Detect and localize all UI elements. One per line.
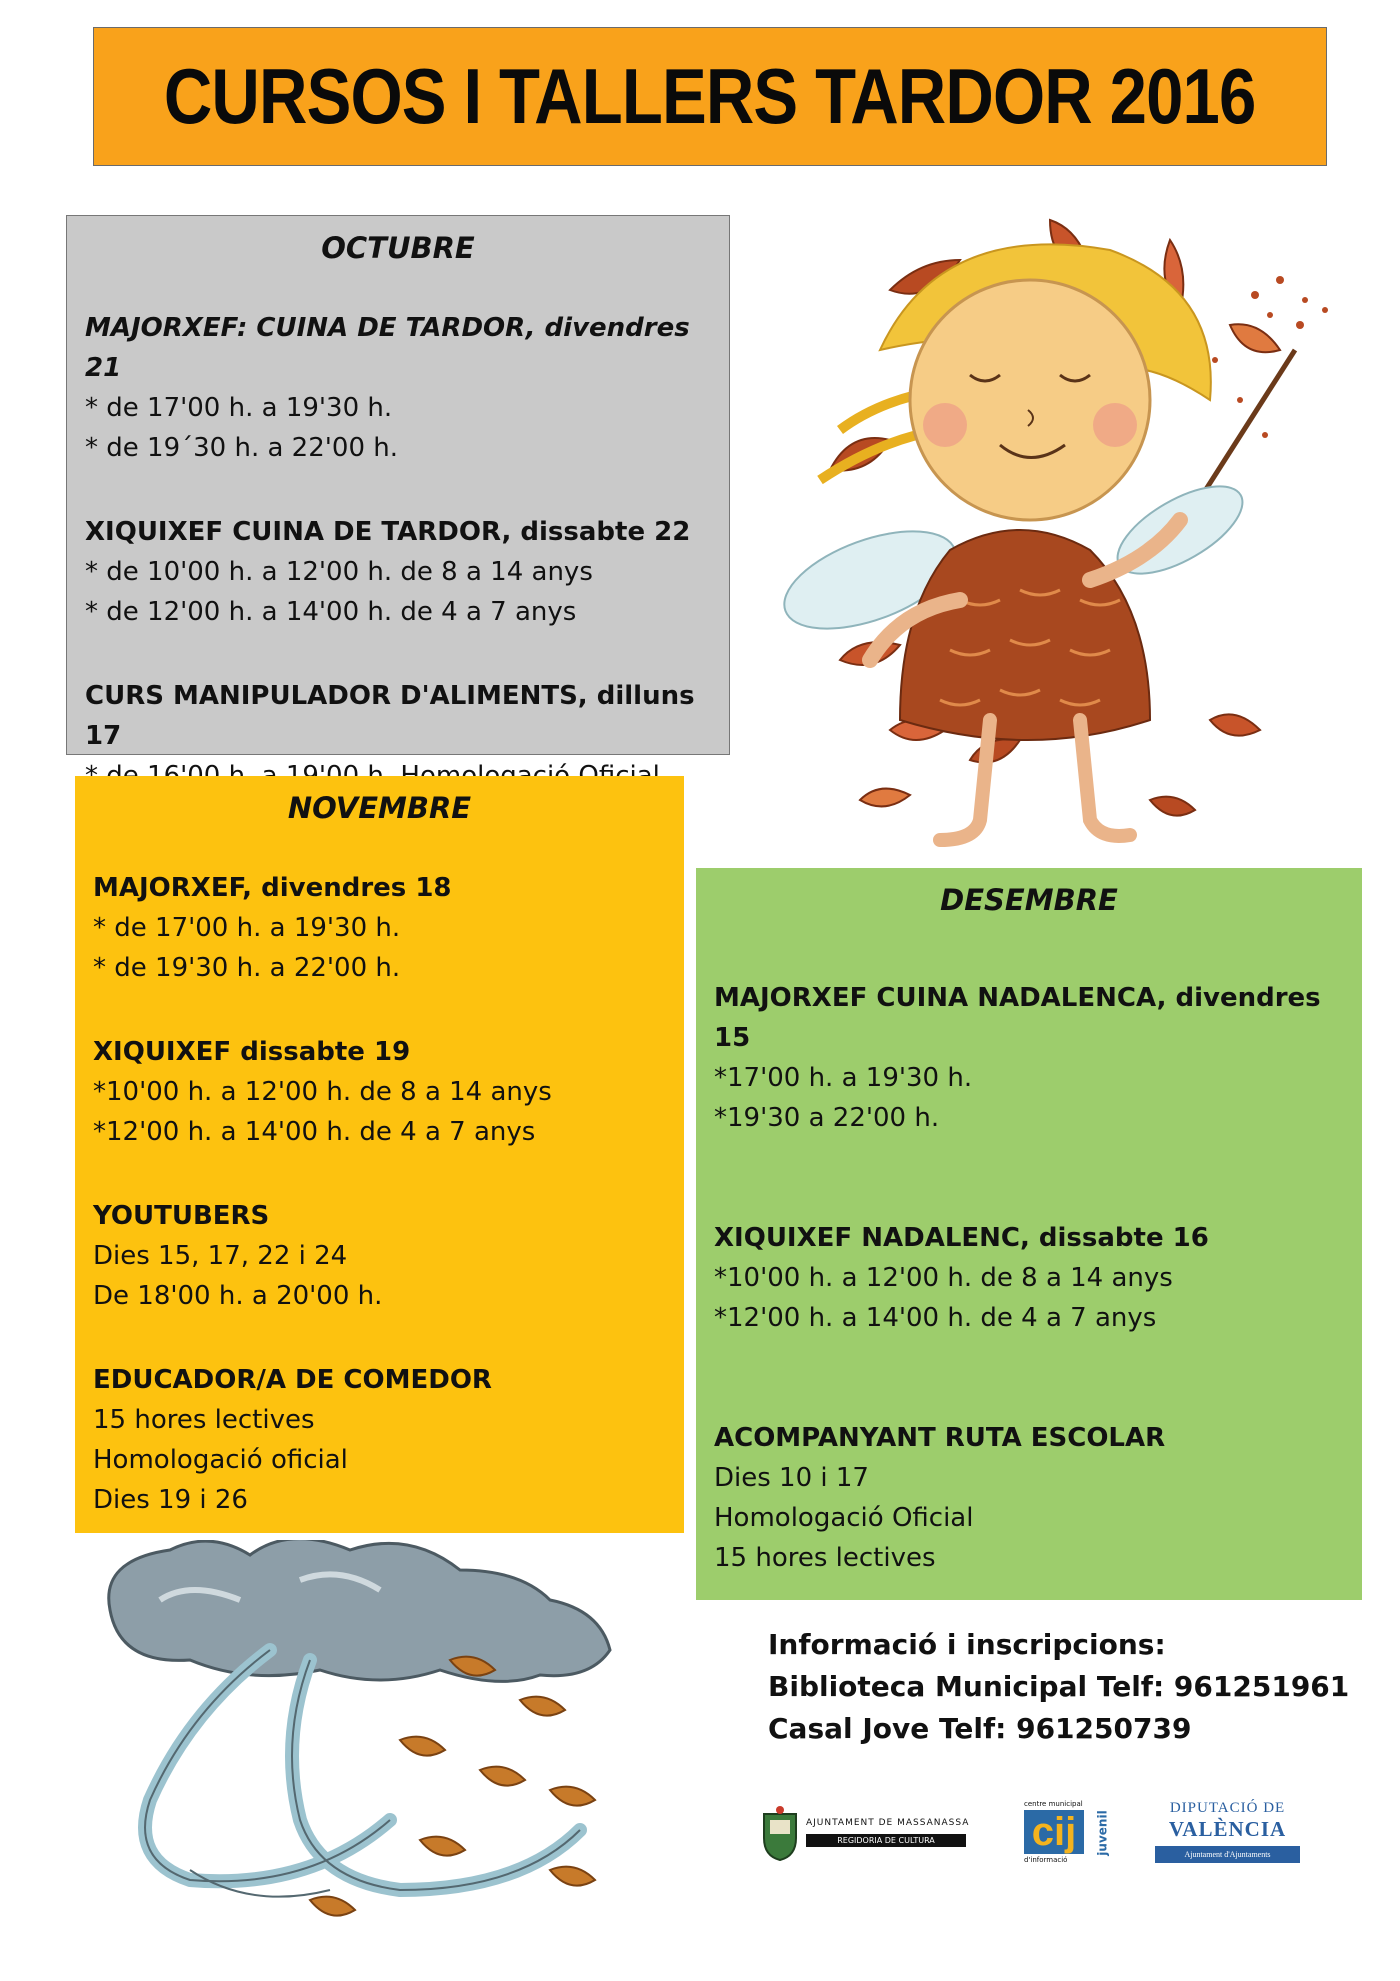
course-line: *12'00 h. a 14'00 h. de 4 a 7 anys bbox=[714, 1303, 1157, 1333]
course-name: MAJORXEF, divendres 18 bbox=[93, 873, 452, 903]
contact-info bbox=[768, 1624, 1368, 1750]
page-title: CURSOS I TALLERS TARDOR 2016 bbox=[164, 52, 1256, 140]
diputacio-line2: VALÈNCIA bbox=[1168, 1817, 1287, 1841]
course-item bbox=[93, 1032, 666, 1152]
course-item bbox=[93, 868, 666, 988]
course-item bbox=[85, 512, 711, 632]
course-line: * de 10'00 h. a 12'00 h. de 8 a 14 anys bbox=[85, 557, 593, 587]
cij-top-text: centre municipal bbox=[1024, 1800, 1083, 1808]
course-line: 15 hores lectives bbox=[93, 1405, 315, 1435]
course-name: MAJORXEF: CUINA DE TARDOR, divendres 21 bbox=[85, 313, 690, 383]
course-line: *10'00 h. a 12'00 h. de 8 a 14 anys bbox=[93, 1077, 552, 1107]
course-line: *19'30 a 22'00 h. bbox=[714, 1103, 940, 1133]
ajuntament-name: AJUNTAMENT DE MASSANASSA bbox=[806, 1818, 970, 1828]
cij-mark: cij bbox=[1024, 1810, 1084, 1854]
course-line: * de 12'00 h. a 14'00 h. de 4 a 7 anys bbox=[85, 597, 577, 627]
course-line: * de 19´30 h. a 22'00 h. bbox=[85, 433, 398, 463]
info-casal-jove: Casal Jove Telf: 961250739 bbox=[768, 1712, 1192, 1745]
course-line: Homologació Oficial bbox=[714, 1503, 974, 1533]
diputacio-logo bbox=[1155, 1800, 1300, 1874]
course-item bbox=[93, 1196, 666, 1316]
diputacio-line3: Ajuntament d'Ajuntaments bbox=[1155, 1846, 1300, 1863]
cij-side-text: juvenil bbox=[1095, 1810, 1110, 1856]
octubre-heading: OCTUBRE bbox=[321, 231, 475, 265]
sponsor-logos bbox=[760, 1800, 1330, 1880]
diputacio-line1: DIPUTACIÓ DE bbox=[1169, 1800, 1286, 1816]
course-line: *17'00 h. a 19'30 h. bbox=[714, 1063, 973, 1093]
novembre-heading: NOVEMBRE bbox=[287, 791, 472, 825]
course-item bbox=[93, 1360, 666, 1520]
coat-of-arms-icon bbox=[760, 1806, 800, 1862]
ajuntament-logo bbox=[760, 1806, 975, 1866]
course-line: Dies 19 i 26 bbox=[93, 1485, 248, 1515]
desembre-heading: DESEMBRE bbox=[940, 883, 1118, 917]
course-line: * de 19'30 h. a 22'00 h. bbox=[93, 953, 401, 983]
course-line: Dies 15, 17, 22 i 24 bbox=[93, 1241, 348, 1271]
course-item bbox=[714, 978, 1344, 1138]
desembre-section bbox=[696, 868, 1362, 1600]
course-line: Homologació oficial bbox=[93, 1445, 348, 1475]
course-line: De 18'00 h. a 20'00 h. bbox=[93, 1281, 383, 1311]
course-line: * de 17'00 h. a 19'30 h. bbox=[93, 913, 401, 943]
ajuntament-dept: REGIDORIA DE CULTURA bbox=[806, 1834, 966, 1847]
course-name: EDUCADOR/A DE COMEDOR bbox=[93, 1365, 492, 1395]
course-name: ACOMPANYANT RUTA ESCOLAR bbox=[714, 1423, 1166, 1453]
course-name: XIQUIXEF CUINA DE TARDOR, dissabte 22 bbox=[85, 517, 691, 547]
cij-bottom-text: d'informació bbox=[1024, 1856, 1068, 1864]
info-heading: Informació i inscripcions: bbox=[768, 1628, 1166, 1661]
octubre-section bbox=[66, 215, 730, 755]
autumn-fairy-illustration bbox=[760, 200, 1350, 870]
title-banner bbox=[93, 27, 1327, 166]
course-item bbox=[714, 1218, 1344, 1338]
novembre-section bbox=[75, 776, 684, 1533]
course-name: YOUTUBERS bbox=[93, 1201, 270, 1231]
course-item bbox=[714, 1418, 1344, 1578]
course-line: *10'00 h. a 12'00 h. de 8 a 14 anys bbox=[714, 1263, 1173, 1293]
course-line: Dies 10 i 17 bbox=[714, 1463, 869, 1493]
course-name: XIQUIXEF dissabte 19 bbox=[93, 1037, 411, 1067]
course-line: *12'00 h. a 14'00 h. de 4 a 7 anys bbox=[93, 1117, 536, 1147]
cij-logo bbox=[1010, 1800, 1130, 1870]
course-item bbox=[85, 308, 711, 468]
info-biblioteca: Biblioteca Municipal Telf: 961251961 bbox=[768, 1670, 1350, 1703]
course-name: XIQUIXEF NADALENC, dissabte 16 bbox=[714, 1223, 1209, 1253]
course-name: CURS MANIPULADOR D'ALIMENTS, dilluns 17 bbox=[85, 681, 695, 751]
wind-cloud-illustration bbox=[70, 1540, 710, 1960]
course-line: 15 hores lectives bbox=[714, 1543, 936, 1573]
course-name: MAJORXEF CUINA NADALENCA, divendres 15 bbox=[714, 983, 1321, 1053]
course-line: * de 17'00 h. a 19'30 h. bbox=[85, 393, 393, 423]
